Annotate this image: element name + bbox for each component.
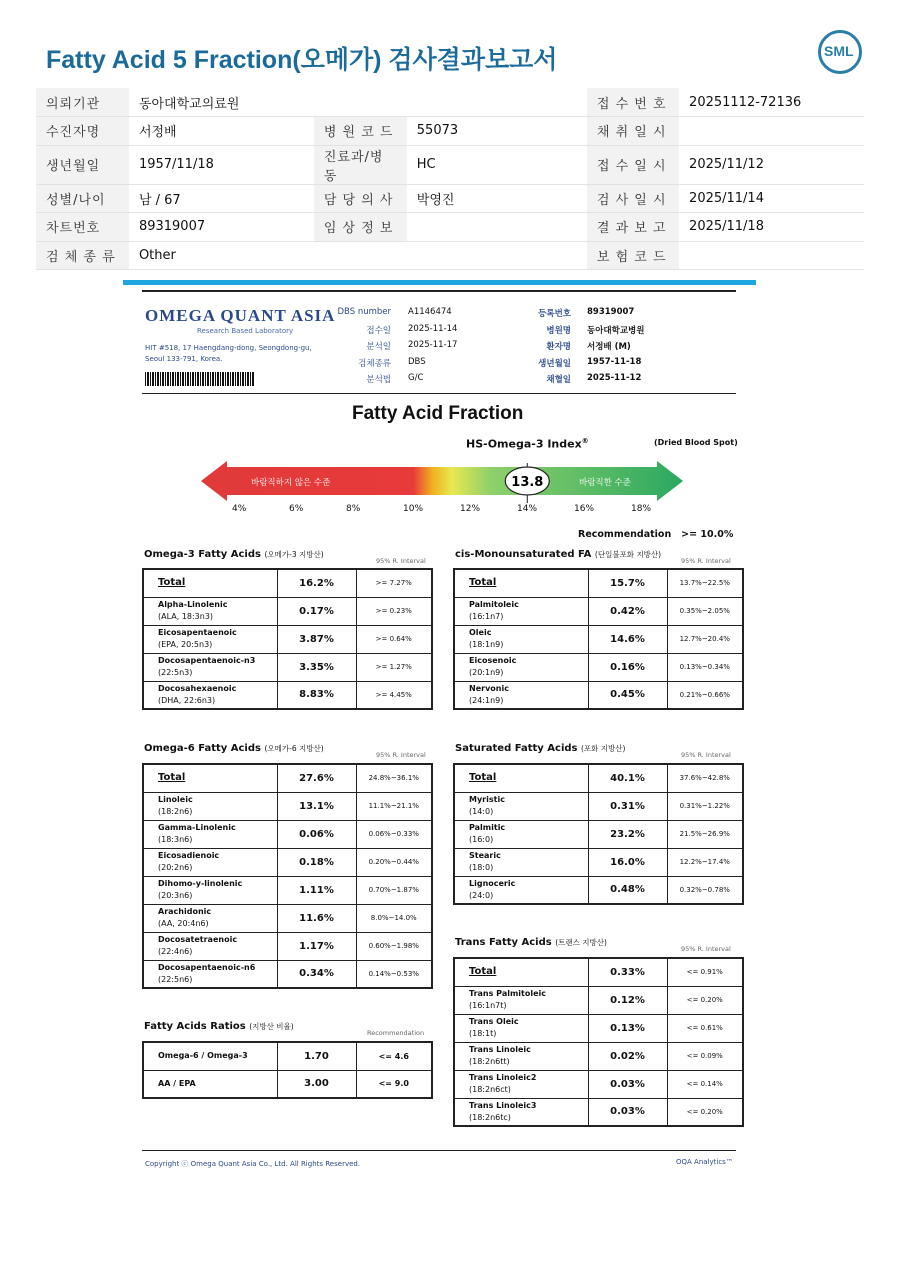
acid-range: 0.20%~0.44%	[356, 848, 432, 876]
mufa-table	[453, 568, 744, 710]
table-row	[143, 681, 432, 709]
info-label: 보 험 코 드	[587, 241, 679, 270]
acid-value: 16.2%	[277, 569, 356, 597]
info-value: HC	[407, 145, 587, 184]
meta-key: 병원명	[546, 325, 571, 336]
acid-name: Trans Linoleic3 (18:2n6tc)	[454, 1098, 588, 1126]
acid-name: Docosahexaenoic (DHA, 22:6n3)	[143, 681, 277, 709]
acid-value: 0.06%	[277, 820, 356, 848]
acid-value: 0.16%	[588, 653, 667, 681]
info-row	[36, 117, 864, 146]
info-value: Other	[129, 241, 314, 270]
acid-range: 0.70%~1.87%	[356, 876, 432, 904]
acid-range: <= 0.20%	[667, 1098, 743, 1126]
acid-name: Trans Oleic (18:1t)	[454, 1014, 588, 1042]
table-row	[454, 625, 743, 653]
scale-tick: 8%	[346, 504, 361, 514]
acid-value: 40.1%	[588, 764, 667, 792]
acid-value: 3.35%	[277, 653, 356, 681]
recommendation: Recommendation >= 10.0%	[578, 529, 734, 540]
info-row	[36, 145, 864, 184]
acid-range: <= 0.14%	[667, 1070, 743, 1098]
info-label: 수진자명	[36, 117, 129, 146]
report-header-line	[142, 393, 736, 394]
table-row	[143, 569, 432, 597]
info-row	[36, 88, 864, 117]
acid-range: <= 0.09%	[667, 1042, 743, 1070]
acid-value: 14.6%	[588, 625, 667, 653]
acid-value: 0.18%	[277, 848, 356, 876]
table-row	[454, 681, 743, 709]
index-value: 13.8	[511, 475, 544, 490]
acid-range: 21.5%~26.9%	[667, 820, 743, 848]
acid-range: >= 1.27%	[356, 653, 432, 681]
acid-name: Trans Palmitoleic (16:1n7t)	[454, 986, 588, 1014]
table-row	[143, 904, 432, 932]
acid-value: 11.6%	[277, 904, 356, 932]
table-row	[143, 960, 432, 988]
acid-range: <= 0.20%	[667, 986, 743, 1014]
index-gauge	[195, 455, 695, 510]
info-label: 접 수 번 호	[587, 88, 679, 117]
omega6-title: Omega-6 Fatty Acids (오메가-6 지방산)	[144, 743, 324, 754]
acid-range: 0.35%~2.05%	[667, 597, 743, 625]
patient-info-table	[36, 88, 864, 270]
info-label: 성별/나이	[36, 184, 129, 213]
acid-value: 0.17%	[277, 597, 356, 625]
page-title: Fatty Acid 5 Fraction(오메가) 검사결과보고서	[46, 46, 558, 74]
acid-name: Eicosapentaenoic (EPA, 20:5n3)	[143, 625, 277, 653]
meta-key: 등록번호	[538, 309, 571, 319]
table-row	[143, 653, 432, 681]
interval-label: Recommendation	[367, 1029, 425, 1037]
info-value: 동아대학교의료원	[129, 88, 314, 117]
acid-range: 11.1%~21.1%	[356, 792, 432, 820]
acid-name: Total	[454, 958, 588, 986]
lab-address: HIT #518, 17 Haengdang-dong, Seongdong-gu, Seoul 133-791, Korea.	[145, 344, 312, 363]
acid-name: Eicosenoic (20:1n9)	[454, 653, 588, 681]
acid-range: 0.21%~0.66%	[667, 681, 743, 709]
interval-label: 95% R. Interval	[681, 751, 731, 759]
info-value: 20251112-72136	[679, 88, 864, 117]
acid-value: 0.33%	[588, 958, 667, 986]
meta-key: DBS number	[337, 307, 391, 317]
acid-range: <= 0.91%	[667, 958, 743, 986]
meta-key: 접수일	[366, 325, 391, 336]
gauge-good-label: 바람직한 수준	[579, 478, 631, 488]
acid-name: Dihomo-y-linolenic (20:3n6)	[143, 876, 277, 904]
interval-label: 95% R. Interval	[681, 557, 731, 565]
ratios-table	[142, 1041, 433, 1099]
acid-value: 0.34%	[277, 960, 356, 988]
info-value	[407, 213, 587, 242]
acid-value: 0.48%	[588, 876, 667, 904]
acid-name: Stearic (18:0)	[454, 848, 588, 876]
acid-name: Docosapentaenoic-n6 (22:5n6)	[143, 960, 277, 988]
trans-title: Trans Fatty Acids (트랜스 지방산)	[455, 937, 607, 948]
acid-value: 23.2%	[588, 820, 667, 848]
table-row	[143, 792, 432, 820]
info-value: 2025/11/12	[679, 145, 864, 184]
info-label: 임 상 정 보	[314, 213, 407, 242]
report-title: Fatty Acid Fraction	[352, 403, 524, 424]
sml-logo: SML	[818, 30, 862, 74]
acid-range: 8.0%~14.0%	[356, 904, 432, 932]
acid-value: 3.87%	[277, 625, 356, 653]
scale-tick: 18%	[631, 504, 652, 514]
acid-value: 0.02%	[588, 1042, 667, 1070]
acid-name: Total	[143, 764, 277, 792]
acid-range: <= 4.6	[356, 1042, 432, 1070]
acid-name: Lignoceric (24:0)	[454, 876, 588, 904]
acid-range: 12.7%~20.4%	[667, 625, 743, 653]
scale-tick: 14%	[517, 504, 538, 514]
info-value: 2025/11/18	[679, 213, 864, 242]
scale-tick: 10%	[403, 504, 424, 514]
table-row	[454, 764, 743, 792]
mufa-title: cis-Monounsaturated FA (단일불포화 지방산)	[455, 549, 662, 560]
acid-value: 0.42%	[588, 597, 667, 625]
table-row	[143, 1042, 432, 1070]
table-row	[454, 876, 743, 904]
acid-name: Eicosadienoic (20:2n6)	[143, 848, 277, 876]
acid-name: Alpha-Linolenic (ALA, 18:3n3)	[143, 597, 277, 625]
meta-value: 2025-11-12	[587, 373, 642, 383]
info-value: 2025/11/14	[679, 184, 864, 213]
scale-tick: 6%	[289, 504, 304, 514]
info-value: 박영진	[407, 184, 587, 213]
info-value: 89319007	[129, 213, 314, 242]
info-label: 결 과 보 고	[587, 213, 679, 242]
acid-range: 0.31%~1.22%	[667, 792, 743, 820]
info-label: 진료과/병동	[314, 145, 407, 184]
index-title: HS-Omega-3 Index®	[466, 437, 589, 451]
brand: OQA Analytics™	[676, 1158, 733, 1166]
info-label	[314, 241, 407, 270]
table-row	[454, 986, 743, 1014]
acid-value: 1.11%	[277, 876, 356, 904]
acid-range: <= 9.0	[356, 1070, 432, 1098]
acid-range: 0.32%~0.78%	[667, 876, 743, 904]
trans-table	[453, 957, 744, 1127]
acid-value: 1.17%	[277, 932, 356, 960]
barcode-icon	[145, 372, 255, 386]
acid-range: <= 0.61%	[667, 1014, 743, 1042]
info-value: 서정배	[129, 117, 314, 146]
acid-value: 0.31%	[588, 792, 667, 820]
acid-value: 15.7%	[588, 569, 667, 597]
meta-value: 1957-11-18	[587, 356, 642, 367]
interval-label: 95% R. Interval	[681, 945, 731, 953]
meta-value: 서정배 (M)	[587, 342, 631, 352]
table-row	[454, 1014, 743, 1042]
sample-type: (Dried Blood Spot)	[654, 438, 738, 447]
acid-value: 0.03%	[588, 1098, 667, 1126]
info-value	[407, 241, 587, 270]
gauge-bad-label: 바람직하지 않은 수준	[251, 478, 331, 488]
table-row	[143, 764, 432, 792]
omega6-table	[142, 763, 433, 989]
table-row	[454, 569, 743, 597]
acid-value: 0.03%	[588, 1070, 667, 1098]
acid-range: >= 7.27%	[356, 569, 432, 597]
acid-range: >= 0.64%	[356, 625, 432, 653]
lab-subtitle: Research Based Laboratory	[197, 327, 294, 335]
info-value	[679, 117, 864, 146]
acid-name: Trans Linoleic (18:2n6tt)	[454, 1042, 588, 1070]
info-value	[407, 88, 587, 117]
acid-name: Palmitic (16:0)	[454, 820, 588, 848]
meta-key: 분석일	[366, 342, 391, 352]
report-top-line	[142, 290, 736, 292]
info-label: 접 수 일 시	[587, 145, 679, 184]
acid-value: 27.6%	[277, 764, 356, 792]
acid-name: Total	[454, 569, 588, 597]
scale-tick: 12%	[460, 504, 481, 514]
meta-value: 동아대학교병원	[587, 325, 645, 336]
acid-range: >= 4.45%	[356, 681, 432, 709]
acid-range: 0.60%~1.98%	[356, 932, 432, 960]
acid-value: 8.83%	[277, 681, 356, 709]
scale-tick: 4%	[232, 504, 247, 514]
meta-key: 채혈일	[546, 375, 571, 385]
table-row	[143, 597, 432, 625]
sfa-title: Saturated Fatty Acids (포화 지방산)	[455, 743, 626, 754]
table-row	[454, 958, 743, 986]
acid-value: 1.70	[277, 1042, 356, 1070]
scale-tick: 16%	[574, 504, 595, 514]
acid-name: Total	[454, 764, 588, 792]
acid-range: 0.13%~0.34%	[667, 653, 743, 681]
lab-name: OMEGA QUANT ASIA	[145, 306, 336, 325]
meta-value: 89319007	[587, 307, 635, 317]
meta-key: 분석법	[366, 375, 391, 385]
info-row	[36, 184, 864, 213]
info-label: 채 취 일 시	[587, 117, 679, 146]
acid-name: Arachidonic (AA, 20:4n6)	[143, 904, 277, 932]
info-row	[36, 241, 864, 270]
meta-key: 검체종류	[358, 358, 391, 369]
footer-line	[142, 1150, 736, 1151]
table-row	[143, 848, 432, 876]
table-row	[454, 597, 743, 625]
acid-range: >= 0.23%	[356, 597, 432, 625]
acid-value: 0.13%	[588, 1014, 667, 1042]
table-row	[454, 848, 743, 876]
acid-value: 0.45%	[588, 681, 667, 709]
meta-value: DBS	[408, 356, 426, 367]
table-row	[454, 792, 743, 820]
info-value: 55073	[407, 117, 587, 146]
acid-name: Palmitoleic (16:1n7)	[454, 597, 588, 625]
acid-range: 13.7%~22.5%	[667, 569, 743, 597]
table-row	[454, 1042, 743, 1070]
info-label: 차트번호	[36, 213, 129, 242]
acid-range: 37.6%~42.8%	[667, 764, 743, 792]
info-value: 남 / 67	[129, 184, 314, 213]
info-label: 검 체 종 류	[36, 241, 129, 270]
ratios-title: Fatty Acids Ratios (지방산 비율)	[144, 1021, 294, 1032]
acid-value: 13.1%	[277, 792, 356, 820]
table-row	[143, 932, 432, 960]
divider-bar	[123, 280, 756, 285]
meta-key: 환자명	[546, 342, 571, 352]
table-row	[454, 820, 743, 848]
acid-name: Docosatetraenoic (22:4n6)	[143, 932, 277, 960]
acid-name: Gamma-Linolenic (18:3n6)	[143, 820, 277, 848]
info-label	[314, 88, 407, 117]
interval-label: 95% R. Interval	[376, 751, 426, 759]
table-row	[143, 876, 432, 904]
table-row	[143, 625, 432, 653]
acid-name: Docosapentaenoic-n3 (22:5n3)	[143, 653, 277, 681]
info-value: 1957/11/18	[129, 145, 314, 184]
info-label: 검 사 일 시	[587, 184, 679, 213]
meta-key: 생년월일	[538, 358, 571, 369]
copyright: Copyright ⓒ Omega Quant Asia Co., Ltd. All Rights Reserved.	[145, 1160, 361, 1168]
acid-value: 0.12%	[588, 986, 667, 1014]
acid-name: Myristic (14:0)	[454, 792, 588, 820]
table-row	[143, 1070, 432, 1098]
info-label: 담 당 의 사	[314, 184, 407, 213]
acid-name: Trans Linoleic2 (18:2n6ct)	[454, 1070, 588, 1098]
info-label: 의뢰기관	[36, 88, 129, 117]
table-row	[143, 820, 432, 848]
acid-range: 24.8%~36.1%	[356, 764, 432, 792]
acid-range: 0.06%~0.33%	[356, 820, 432, 848]
acid-name: AA / EPA	[143, 1070, 277, 1098]
meta-value: A1146474	[408, 307, 452, 317]
info-row	[36, 213, 864, 242]
info-label: 병 원 코 드	[314, 117, 407, 146]
acid-name: Omega-6 / Omega-3	[143, 1042, 277, 1070]
acid-name: Linoleic (18:2n6)	[143, 792, 277, 820]
omega3-title: Omega-3 Fatty Acids (오메가-3 지방산)	[144, 549, 324, 560]
sfa-table	[453, 763, 744, 905]
table-row	[454, 1098, 743, 1126]
meta-value: G/C	[408, 373, 424, 383]
info-label: 생년월일	[36, 145, 129, 184]
acid-name: Nervonic (24:1n9)	[454, 681, 588, 709]
meta-value: 2025-11-14	[408, 323, 458, 334]
meta-value: 2025-11-17	[408, 340, 458, 350]
acid-value: 16.0%	[588, 848, 667, 876]
acid-name: Total	[143, 569, 277, 597]
interval-label: 95% R. Interval	[376, 557, 426, 565]
table-row	[454, 653, 743, 681]
acid-range: 0.14%~0.53%	[356, 960, 432, 988]
acid-value: 3.00	[277, 1070, 356, 1098]
acid-name: Oleic (18:1n9)	[454, 625, 588, 653]
acid-range: 12.2%~17.4%	[667, 848, 743, 876]
table-row	[454, 1070, 743, 1098]
info-value	[679, 241, 864, 270]
omega3-table	[142, 568, 433, 710]
